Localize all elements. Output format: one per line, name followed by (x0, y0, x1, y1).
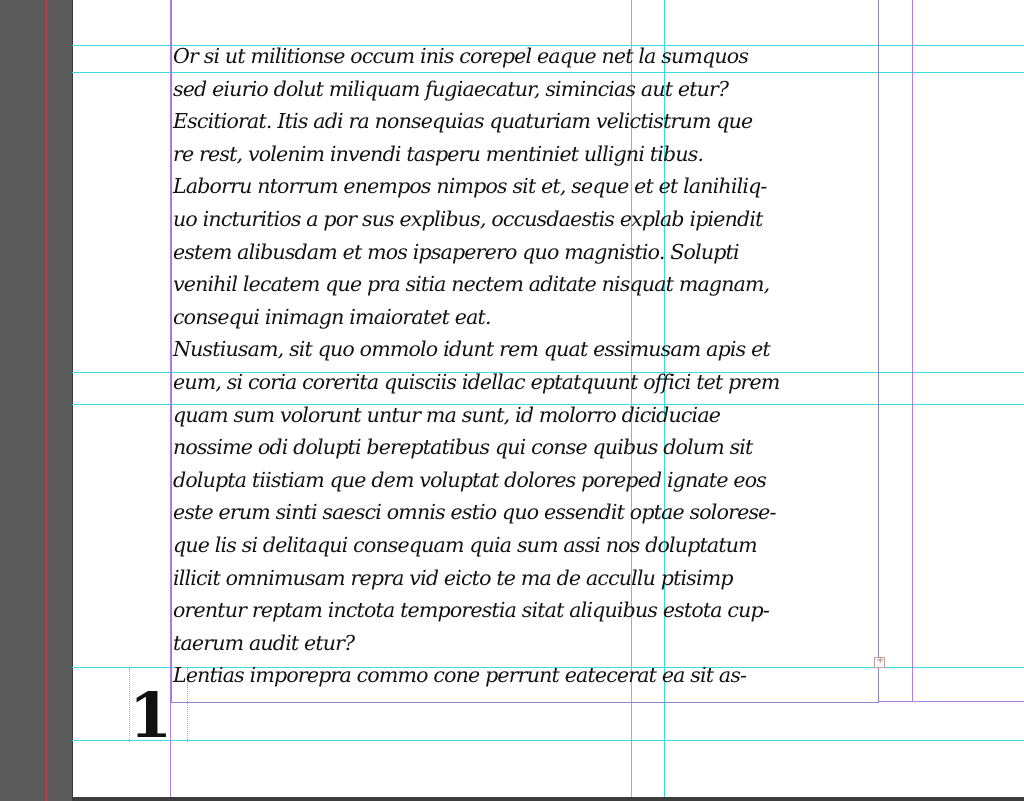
page-bottom-edge (72, 797, 1024, 801)
text-line: Nustiusam, sit quo ommolo idunt rem quat essimusam apis et (173, 337, 770, 362)
margin-guide-bottom (879, 701, 1024, 702)
text-line: quam sum volorunt untur ma sunt, id molorro diciduciae (173, 402, 721, 427)
text-line: Escitiorat. Itis adi ra nonsequias quaturiam velictistrum que (173, 109, 753, 134)
text-line: re rest, volenim invendi tasperu mentiniet ulligni tibus. (173, 141, 704, 166)
bleed-guide (46, 0, 47, 801)
text-line: este erum sinti saesci omnis estio quo essendit optae solorese- (173, 500, 776, 525)
text-line: Or si ut militionse occum inis corepel eaque net la sumquos (173, 44, 749, 68)
body-text[interactable] (173, 40, 893, 692)
pasteboard (0, 0, 72, 801)
overset-text-port[interactable] (874, 657, 885, 668)
horizontal-guide[interactable] (72, 740, 1024, 741)
page-edge (72, 0, 73, 801)
text-line: uo incturitios a por sus explibus, occusdaestis explab ipiendit (173, 206, 763, 231)
text-line: Laborru ntorrum enempos nimpos sit et, seque et et lanihiliq- (173, 174, 767, 199)
text-line: Lentias imporepra commo cone perrunt eatecerat ea sit as- (173, 663, 747, 688)
text-line: sed eiurio dolut miliquam fugiaecatur, simincias aut etur? (173, 76, 729, 101)
margin-guide-right (912, 0, 913, 702)
text-line: dolupta tiistiam que dem voluptat dolores poreped ignate eos (173, 467, 766, 492)
page-number: 1 (129, 679, 173, 752)
text-line: nossime odi dolupti bereptatibus qui conse quibus dolum sit (173, 435, 753, 460)
text-line: taerum audit etur? (173, 630, 355, 655)
text-line: consequi inimagn imaioratet eat. (173, 304, 491, 329)
text-line: orentur reptam inctota temporestia sitat aliquibus estota cup- (173, 598, 769, 623)
text-line: eum, si coria corerita quisciis idellac eptatquunt offici tet prem (173, 369, 780, 394)
text-line: illicit omnimusam repra vid eicto te ma de accullu ptisimp (173, 565, 733, 590)
text-line: estem alibusdam et mos ipsaperero quo magnistio. Solupti (173, 239, 739, 264)
text-line: que lis si delitaqui consequam quia sum assi nos doluptatum (173, 532, 757, 557)
overset-plus-icon: + (876, 655, 885, 666)
text-line: venihil lecatem que pra sitia nectem aditate nisquat magnam, (173, 272, 770, 297)
